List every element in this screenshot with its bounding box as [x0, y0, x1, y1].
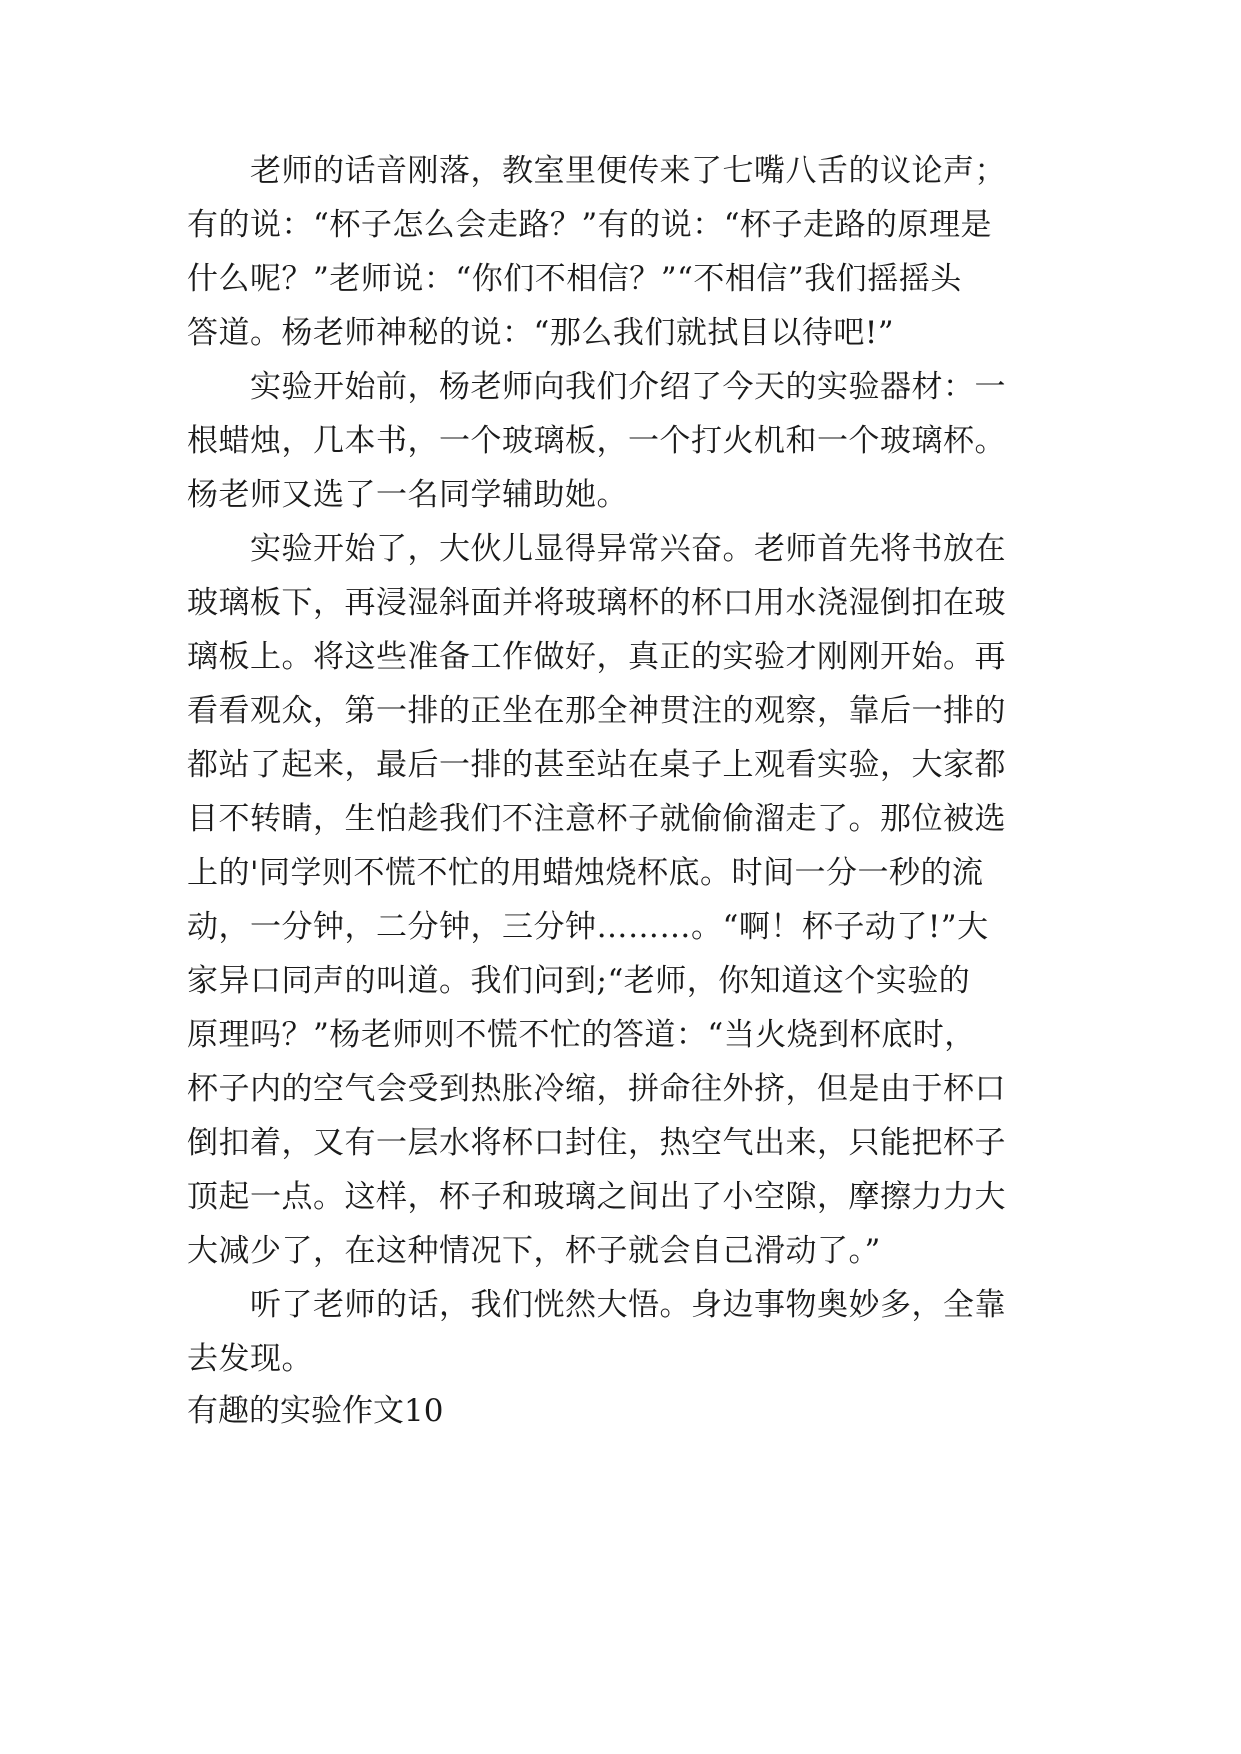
- section-heading: 有趣的实验作文10: [187, 1393, 444, 1429]
- paragraph-1-line-2: 有的说：“杯子怎么会走路？”有的说：“杯子走路的原理是: [187, 207, 993, 243]
- paragraph-3-line-9: 家异口同声的叫道。我们问到;“老师，你知道这个实验的: [187, 963, 971, 999]
- paragraph-3-line-13: 顶起一点。这样，杯子和玻璃之间出了小空隙，摩擦力力大: [187, 1179, 1006, 1215]
- paragraph-3-line-11: 杯子内的空气会受到热胀冷缩，拼命往外挤，但是由于杯口: [187, 1071, 1006, 1107]
- paragraph-3-line-6: 目不转睛，生怕趁我们不注意杯子就偷偷溜走了。那位被选: [187, 801, 1006, 837]
- paragraph-3-line-4: 看看观众，第一排的正坐在那全神贯注的观察，靠后一排的: [187, 693, 1006, 729]
- paragraph-1-line-1: 老师的话音刚落，教室里便传来了七嘴八舌的议论声；: [250, 153, 1006, 189]
- paragraph-1-line-4: 答道。杨老师神秘的说：“那么我们就拭目以待吧!”: [187, 315, 895, 351]
- paragraph-3-line-10: 原理吗？”杨老师则不慌不忙的答道：“当火烧到杯底时，: [187, 1017, 976, 1053]
- paragraph-3-line-7: 上的'同学则不慌不忙的用蜡烛烧杯底。时间一分一秒的流: [187, 855, 984, 891]
- paragraph-2-line-1: 实验开始前，杨老师向我们介绍了今天的实验器材：一: [250, 369, 1006, 405]
- paragraph-3-line-2: 玻璃板下，再浸湿斜面并将玻璃杯的杯口用水浇湿倒扣在玻: [187, 585, 1006, 621]
- paragraph-3-line-5: 都站了起来，最后一排的甚至站在桌子上观看实验，大家都: [187, 747, 1006, 783]
- paragraph-4-line-2: 去发现。: [187, 1341, 313, 1377]
- paragraph-4-line-1: 听了老师的话，我们恍然大悟。身边事物奥妙多，全靠: [250, 1287, 1006, 1323]
- paragraph-3-line-3: 璃板上。将这些准备工作做好，真正的实验才刚刚开始。再: [187, 639, 1006, 675]
- paragraph-2-line-2: 根蜡烛，几本书，一个玻璃板，一个打火机和一个玻璃杯。: [187, 423, 1006, 459]
- paragraph-1-line-3: 什么呢？”老师说：“你们不相信？”“不相信”我们摇摇头: [187, 261, 962, 297]
- paragraph-3-line-12: 倒扣着，又有一层水将杯口封住，热空气出来，只能把杯子: [187, 1125, 1006, 1161]
- paragraph-2-line-3: 杨老师又选了一名同学辅助她。: [187, 477, 628, 513]
- paragraph-3-line-14: 大减少了，在这种情况下，杯子就会自己滑动了。”: [187, 1233, 881, 1269]
- paragraph-3-line-1: 实验开始了，大伙儿显得异常兴奋。老师首先将书放在: [250, 531, 1006, 567]
- paragraph-3-line-8: 动，一分钟，二分钟，三分钟………。“啊！杯子动了!”大: [187, 909, 989, 945]
